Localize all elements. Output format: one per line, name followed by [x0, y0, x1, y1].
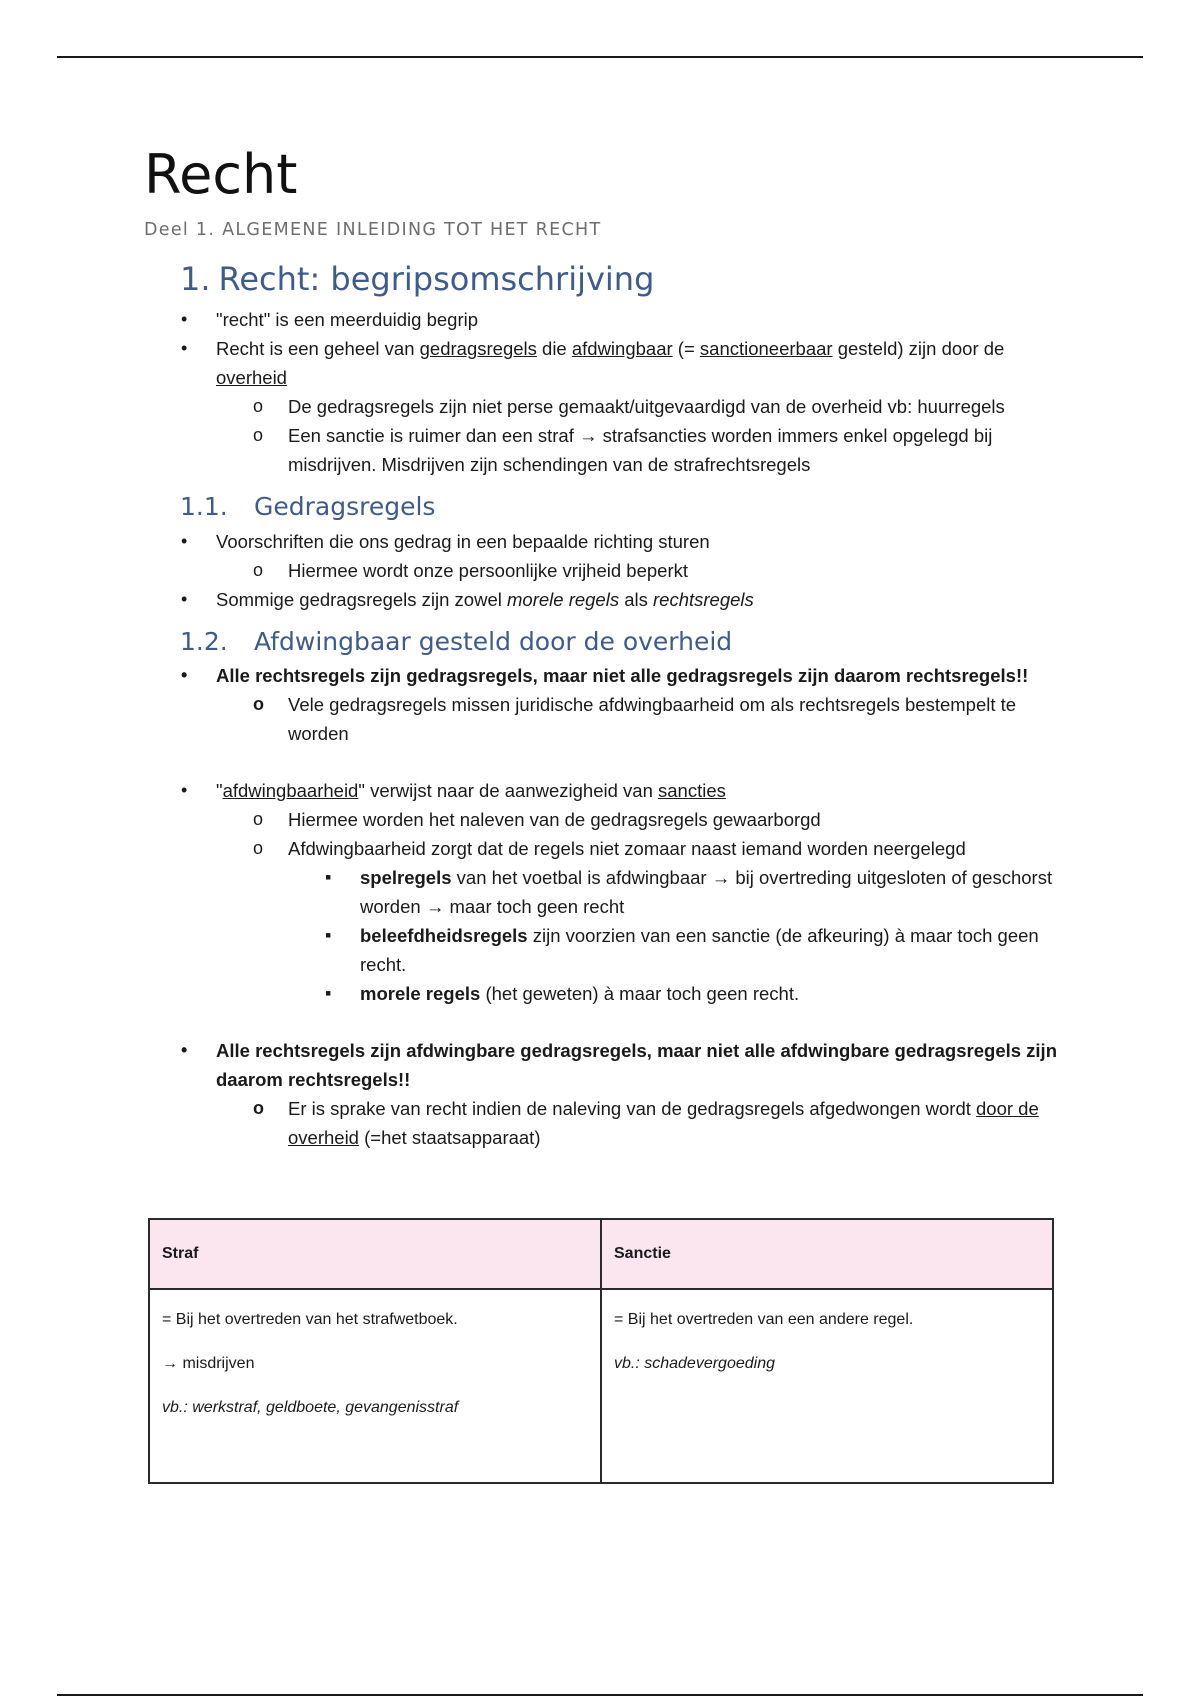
text-run: Sommige gedragsregels zijn zowel	[216, 588, 507, 610]
bullet-item	[144, 776, 1064, 805]
bullet-item	[144, 334, 1064, 392]
text-run: (het geweten) à maar toch geen recht.	[480, 983, 800, 1005]
cell-line: → misdrijven	[162, 1355, 255, 1372]
text-run: (=het staatsapparaat)	[358, 1127, 541, 1149]
heading-1	[180, 262, 1064, 297]
underlined-term: overheid	[216, 367, 287, 389]
text-run: gesteld) zijn door de	[832, 338, 1005, 360]
sub-bullet-item: o Hiermee wordt onze persoonlijke vrijheid beperkt	[144, 556, 1064, 585]
bold-term: spelregels	[360, 867, 452, 889]
spacer	[144, 1008, 1064, 1036]
underlined-term: sanctioneerbaar	[699, 338, 833, 360]
bullet-item: • Alle rechtsregels zijn gedragsregels, maar niet alle gedragsregels zijn daarom rechtsregels!!	[144, 661, 1064, 690]
italic-term: rechtsregels	[653, 588, 754, 610]
document-page	[144, 138, 1064, 1152]
underlined-term: sancties	[658, 780, 726, 802]
table-cell-straf	[149, 1289, 601, 1483]
table-header-row	[149, 1219, 1053, 1289]
document-subtitle: Deel 1. ALGEMENE INLEIDING TOT HET RECHT	[144, 220, 602, 240]
heading-1-1	[180, 493, 1064, 521]
square-bullet-item	[144, 979, 1064, 1008]
bullet-item	[144, 585, 1064, 614]
bold-term: morele regels	[360, 983, 481, 1005]
heading-1-number: 1.	[180, 260, 211, 298]
bottom-rule	[57, 1694, 1143, 1696]
text-run: (=	[672, 338, 700, 360]
text-run: zijn voorzien van een sanctie (de afkeuring) à maar toch geen recht.	[360, 925, 1039, 976]
sub-bullet-item	[144, 1094, 1064, 1152]
sub-bullet-item: o Afdwingbaarheid zorgt dat de regels niet zomaar naast iemand worden neergelegd	[144, 834, 1064, 863]
underlined-term: gedragsregels	[419, 338, 537, 360]
heading-1-1-number: 1.1.	[180, 492, 228, 522]
underlined-term: afdwingbaarheid	[222, 780, 359, 802]
sub-bullet-item: o De gedragsregels zijn niet perse gemaakt/uitgevaardigd van de overheid vb: huurregels	[144, 392, 1064, 421]
text-run: Recht is een geheel van	[216, 338, 420, 360]
underlined-term: door de overheid	[288, 1098, 1039, 1149]
section-1-2-list	[144, 661, 1064, 1152]
sub-bullet-item: o Hiermee worden het naleven van de gedragsregels gewaarborgd	[144, 805, 1064, 834]
text-run: Er is sprake van recht indien de naleving van de gedragsregels afgedwongen wordt	[288, 1098, 977, 1120]
cell-line: vb.: werkstraf, geldboete, gevangenisstraf	[162, 1399, 459, 1416]
square-bullet-item	[144, 863, 1064, 921]
bold-term: beleefdheidsregels	[360, 925, 528, 947]
text-run: "	[216, 780, 223, 802]
heading-1-text: Recht: begripsomschrijving	[218, 260, 655, 298]
text-run: die	[536, 338, 572, 360]
text-run: als	[619, 588, 654, 610]
top-rule	[57, 56, 1143, 58]
bullet-item: • Alle rechtsregels zijn afdwingbare gedragsregels, maar niet alle afdwingbare gedragsregels zijn daarom rechtsregels!!	[144, 1036, 1064, 1094]
section-1-1-list	[144, 527, 1064, 614]
heading-1-1-text: Gedragsregels	[254, 492, 436, 522]
cell-line: vb.: schadevergoeding	[614, 1355, 775, 1372]
text-run: " verwijst naar de aanwezigheid van	[358, 780, 659, 802]
bullet-item: • "recht" is een meerduidig begrip	[144, 305, 1064, 334]
section-1-list	[144, 305, 1064, 479]
heading-1-2	[180, 628, 1064, 656]
spacer	[144, 748, 1064, 776]
table-row	[149, 1289, 1053, 1483]
square-bullet-item	[144, 921, 1064, 979]
text-run: van het voetbal is afdwingbaar → bij overtreding uitgesloten of geschorst worden → maar toch geen recht	[360, 867, 1053, 918]
table-cell-sanctie	[601, 1289, 1053, 1483]
document-title: Recht	[144, 143, 298, 206]
cell-line: = Bij het overtreden van het strafwetboek.	[162, 1311, 458, 1328]
sub-bullet-item: o Een sanctie is ruimer dan een straf → strafsancties worden immers enkel opgelegd bij misdrijven. Misdrijven zijn schendingen van de strafrechtsregels	[144, 421, 1064, 479]
cell-line: = Bij het overtreden van een andere regel.	[614, 1311, 914, 1328]
bullet-item: • Voorschriften die ons gedrag in een bepaalde richting sturen	[144, 527, 1064, 556]
heading-1-2-text: Afdwingbaar gesteld door de overheid	[254, 626, 733, 656]
underlined-term: afdwingbaar	[571, 338, 673, 360]
heading-1-2-number: 1.2.	[180, 626, 228, 656]
table-header-straf: Straf	[149, 1219, 601, 1289]
table-header-sanctie: Sanctie	[601, 1219, 1053, 1289]
italic-term: morele regels	[507, 588, 620, 610]
sub-bullet-item: o Vele gedragsregels missen juridische afdwingbaarheid om als rechtsregels bestempelt te worden	[144, 690, 1064, 748]
comparison-table	[148, 1218, 1054, 1484]
